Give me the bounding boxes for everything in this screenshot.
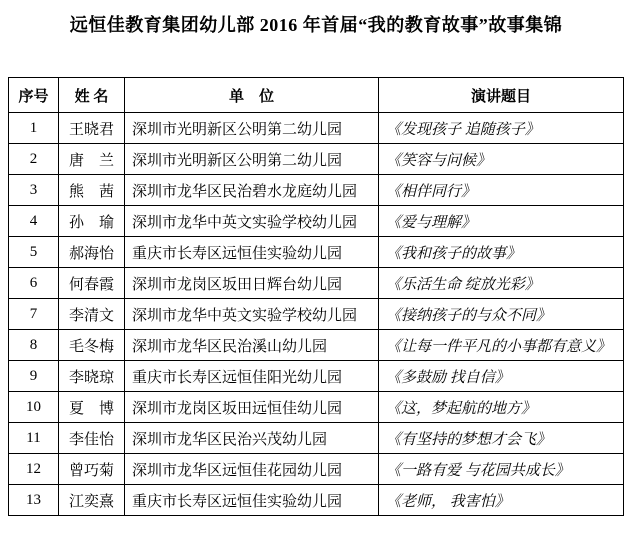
col-header-name: 姓 名 xyxy=(59,78,125,113)
cell-topic: 《接纳孩子的与众不同》 xyxy=(379,299,624,330)
col-header-unit: 单 位 xyxy=(125,78,379,113)
document-page xyxy=(0,14,632,549)
cell-unit: 深圳市龙华中英文实验学校幼儿园 xyxy=(125,299,379,330)
cell-unit: 深圳市龙华区民治兴茂幼儿园 xyxy=(125,423,379,454)
cell-topic: 《这，梦起航的地方》 xyxy=(379,392,624,423)
cell-no: 3 xyxy=(9,175,59,206)
cell-topic: 《笑容与问候》 xyxy=(379,144,624,175)
cell-no: 12 xyxy=(9,454,59,485)
cell-name: 孙 瑜 xyxy=(59,206,125,237)
cell-unit: 深圳市龙岗区坂田远恒佳幼儿园 xyxy=(125,392,379,423)
table-body xyxy=(9,113,624,516)
cell-unit: 重庆市长寿区远恒佳实验幼儿园 xyxy=(125,485,379,516)
cell-name: 熊 茜 xyxy=(59,175,125,206)
table-row xyxy=(9,330,624,361)
cell-topic: 《有坚持的梦想才会飞》 xyxy=(379,423,624,454)
cell-topic: 《相伴同行》 xyxy=(379,175,624,206)
cell-unit: 深圳市龙华区民治溪山幼儿园 xyxy=(125,330,379,361)
table-row xyxy=(9,206,624,237)
table-row xyxy=(9,392,624,423)
col-header-no: 序号 xyxy=(9,78,59,113)
cell-unit: 深圳市光明新区公明第二幼儿园 xyxy=(125,113,379,144)
cell-name: 唐 兰 xyxy=(59,144,125,175)
cell-unit: 深圳市龙华中英文实验学校幼儿园 xyxy=(125,206,379,237)
cell-name: 夏 博 xyxy=(59,392,125,423)
cell-no: 7 xyxy=(9,299,59,330)
cell-topic: 《我和孩子的故事》 xyxy=(379,237,624,268)
cell-no: 4 xyxy=(9,206,59,237)
table-header-row xyxy=(9,78,624,113)
table-row xyxy=(9,175,624,206)
cell-name: 李佳怡 xyxy=(59,423,125,454)
cell-name: 曾巧菊 xyxy=(59,454,125,485)
table-row xyxy=(9,361,624,392)
table-row xyxy=(9,423,624,454)
cell-unit: 重庆市长寿区远恒佳阳光幼儿园 xyxy=(125,361,379,392)
cell-no: 11 xyxy=(9,423,59,454)
cell-topic: 《发现孩子 追随孩子》 xyxy=(379,113,624,144)
cell-no: 10 xyxy=(9,392,59,423)
table-row xyxy=(9,237,624,268)
col-header-topic: 演讲题目 xyxy=(379,78,624,113)
cell-no: 8 xyxy=(9,330,59,361)
cell-no: 2 xyxy=(9,144,59,175)
cell-topic: 《老师， 我害怕》 xyxy=(379,485,624,516)
cell-topic: 《乐活生命 绽放光彩》 xyxy=(379,268,624,299)
cell-unit: 深圳市光明新区公明第二幼儿园 xyxy=(125,144,379,175)
table-row xyxy=(9,113,624,144)
cell-name: 何春霞 xyxy=(59,268,125,299)
cell-topic: 《让每一件平凡的小事都有意义》 xyxy=(379,330,624,361)
cell-no: 9 xyxy=(9,361,59,392)
table-row xyxy=(9,485,624,516)
page-title: 远恒佳教育集团幼儿部 2016 年首届“我的教育故事”故事集锦 xyxy=(69,15,563,35)
cell-unit: 深圳市龙华区民治碧水龙庭幼儿园 xyxy=(125,175,379,206)
cell-unit: 深圳市龙岗区坂田日辉台幼儿园 xyxy=(125,268,379,299)
cell-no: 5 xyxy=(9,237,59,268)
cell-no: 1 xyxy=(9,113,59,144)
cell-topic: 《一路有爱 与花园共成长》 xyxy=(379,454,624,485)
cell-name: 李清文 xyxy=(59,299,125,330)
table-row xyxy=(9,268,624,299)
table-row xyxy=(9,299,624,330)
cell-unit: 重庆市长寿区远恒佳实验幼儿园 xyxy=(125,237,379,268)
table-row xyxy=(9,144,624,175)
cell-name: 江奕熹 xyxy=(59,485,125,516)
cell-name: 毛冬梅 xyxy=(59,330,125,361)
table-row xyxy=(9,454,624,485)
cell-name: 郝海怡 xyxy=(59,237,125,268)
story-collection-table xyxy=(8,77,624,516)
table-header xyxy=(9,78,624,113)
cell-name: 李晓琼 xyxy=(59,361,125,392)
cell-no: 6 xyxy=(9,268,59,299)
cell-topic: 《多鼓励 找自信》 xyxy=(379,361,624,392)
cell-no: 13 xyxy=(9,485,59,516)
cell-name: 王晓君 xyxy=(59,113,125,144)
cell-unit: 深圳市龙华区远恒佳花园幼儿园 xyxy=(125,454,379,485)
cell-topic: 《爱与理解》 xyxy=(379,206,624,237)
